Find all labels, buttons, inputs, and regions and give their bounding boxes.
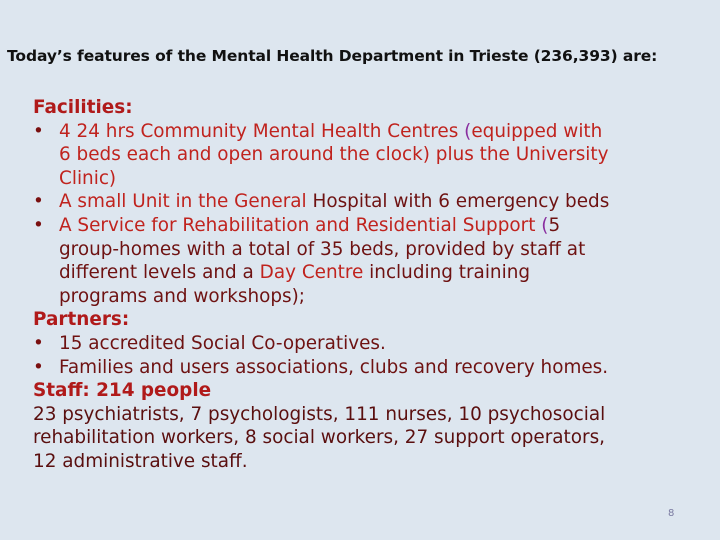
bullet-icon: • (33, 214, 44, 236)
bullet-icon: • (33, 332, 44, 354)
bullet-icon: • (33, 356, 44, 378)
facility-item-centres: • 4 24 hrs Community Mental Health Centres (equipped with 6 beds each and open around the clock) plus the University Clinic) (33, 120, 609, 189)
slide-body (33, 96, 693, 474)
partner-item: • Families and users associations, clubs and recovery homes. (33, 356, 609, 378)
facilities-heading: Facilities: (33, 97, 133, 118)
staff-heading: Staff: 214 people (33, 380, 212, 402)
staff-line: 23 psychiatrists, 7 psychologists, 111 nurses, 10 psychosocial (33, 403, 606, 425)
staff-line: rehabilitation workers, 8 social workers, 27 support operators, (33, 427, 605, 449)
facility-item-rehabilitation: • A Service for Rehabilitation and Residential Support (5 group-homes with a total of 35 beds, provided by staff at different levels and a Day Centre including training programs and workshops); (33, 214, 586, 307)
bullet-icon: • (33, 191, 44, 213)
partner-item: • 15 accredited Social Co-operatives. (33, 332, 386, 354)
staff-line: 12 administrative staff. (33, 450, 248, 472)
partners-heading: Partners: (33, 309, 130, 331)
page-number: 8 (668, 508, 675, 519)
bullet-icon: • (33, 120, 44, 142)
slide-title: Today’s features of the Mental Health Department in Trieste (236,393) are: (7, 47, 658, 65)
facility-item-hospital-unit: • A small Unit in the General Hospital with 6 emergency beds (33, 191, 610, 213)
